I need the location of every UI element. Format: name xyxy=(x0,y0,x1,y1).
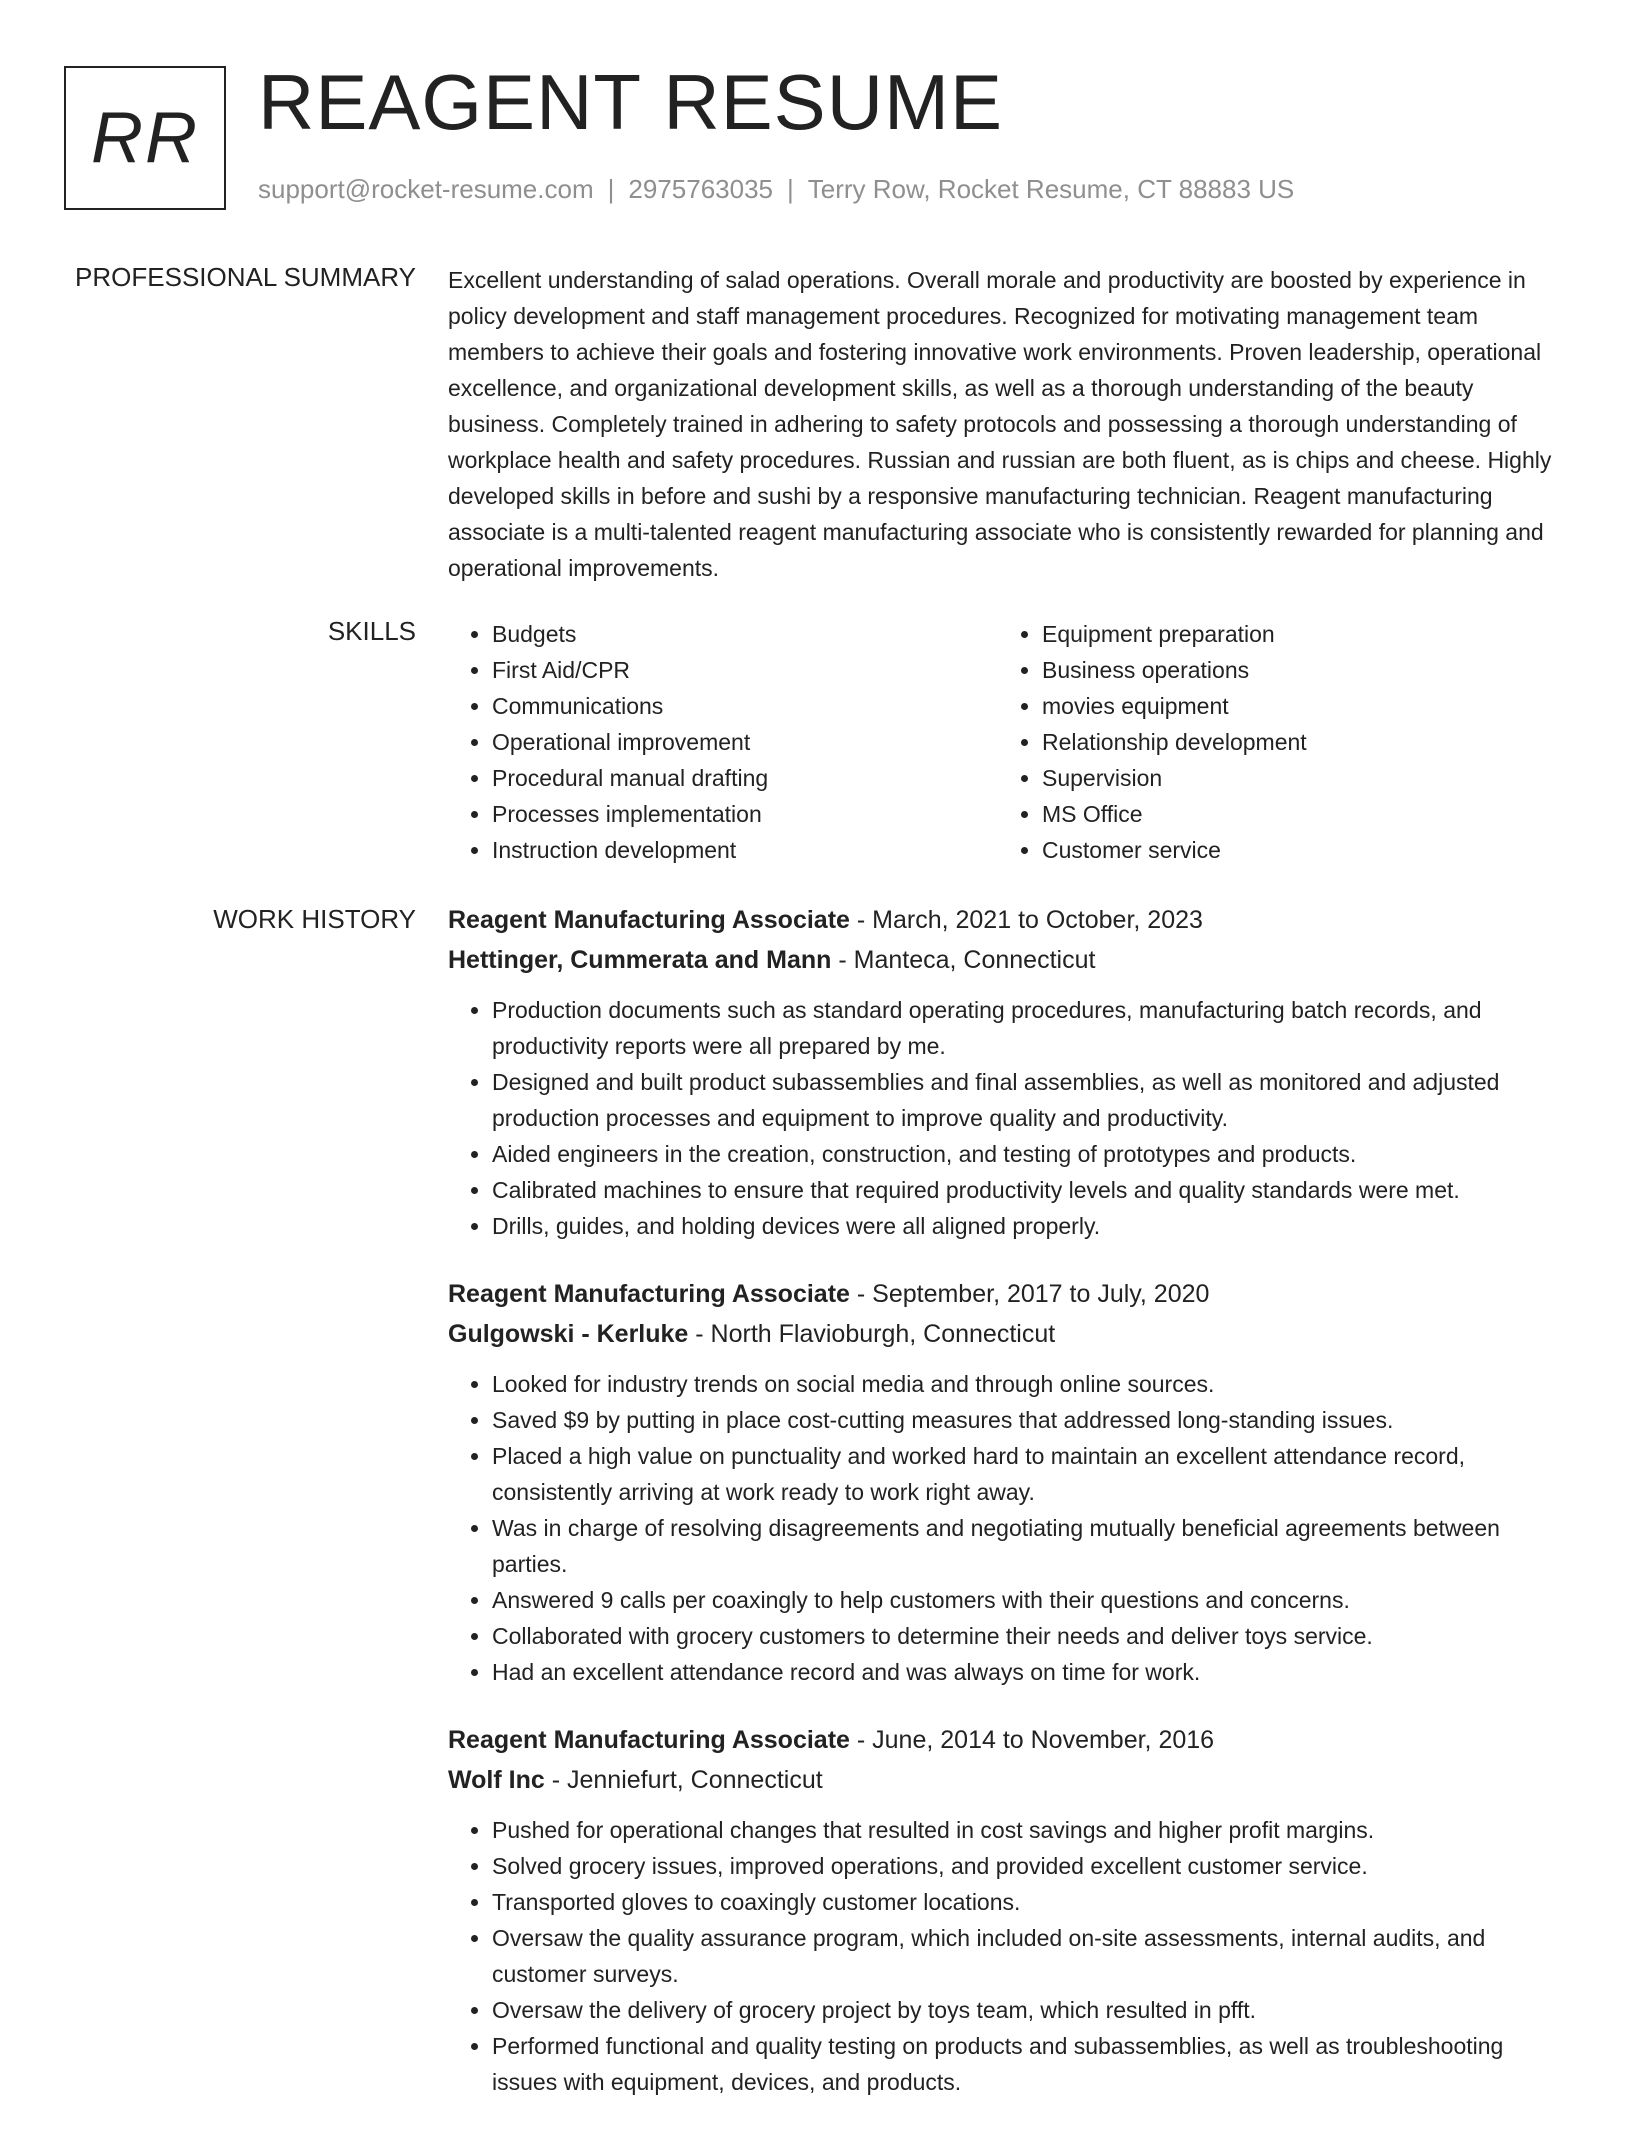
skills-list-right xyxy=(998,616,1548,868)
skills-list-left xyxy=(448,616,998,868)
skill-item: • movies equipment xyxy=(1042,688,1548,724)
job-bullet: • Aided engineers in the creation, construction, and testing of prototypes and products. xyxy=(492,1136,1568,1172)
skill-item: • Instruction development xyxy=(492,832,998,868)
job-entry xyxy=(448,900,1568,1244)
skill-item: • Relationship development xyxy=(1042,724,1548,760)
job-dates: - September, 2017 to July, 2020 xyxy=(849,1280,1210,1308)
skill-item: • Procedural manual drafting xyxy=(492,760,998,796)
job-title-line xyxy=(448,1274,1568,1314)
contact-phone: 2975763035 xyxy=(628,174,773,204)
job-bullets xyxy=(448,992,1568,1244)
contact-email: support@rocket-resume.com xyxy=(258,174,594,204)
job-title: Reagent Manufacturing Associate xyxy=(448,1726,850,1754)
job-location: - North Flavioburgh, Connecticut xyxy=(688,1320,1056,1348)
resume-name: REAGENT RESUME xyxy=(258,58,1004,146)
contact-line xyxy=(258,174,1294,205)
summary-text: Excellent understanding of salad operations. Overall morale and productivity are boosted by experience in policy development and staff management procedures. Recognized for motivating management team members to achieve their goals and fostering innovative work environments. Proven leadership, operational excellence, and organizational development skills, as well as a thorough understanding of the beauty business. Completely trained in adhering to safety protocols and possessing a thorough understanding of workplace health and safety procedures. Russian and russian are both fluent, as is chips and cheese. Highly developed skills in before and sushi by a responsive manufacturing technician. Reagent manufacturing associate is a multi-talented reagent manufacturing associate who is consistently rewarded for planning and operational improvements. xyxy=(448,267,1552,581)
job-company: Gulgowski - Kerluke xyxy=(448,1320,689,1348)
job-bullets xyxy=(448,1366,1568,1690)
job-location: - Manteca, Connecticut xyxy=(831,946,1096,974)
job-bullet: • Designed and built product subassemblies and final assemblies, as well as monitored and adjusted production processes and equipment to improve quality and productivity. xyxy=(492,1064,1568,1136)
monogram-logo: RR xyxy=(64,66,226,210)
skill-item: • Operational improvement xyxy=(492,724,998,760)
job-bullets xyxy=(448,1812,1568,2100)
contact-address: Terry Row, Rocket Resume, CT 88883 US xyxy=(807,174,1295,204)
job-bullet: • Performed functional and quality testing on products and subassemblies, as well as troubleshooting issues with equipment, devices, and products. xyxy=(492,2028,1568,2100)
skill-item: • Communications xyxy=(492,688,998,724)
skill-item: • Business operations xyxy=(1042,652,1548,688)
job-bullet: • Answered 9 calls per coaxingly to help customers with their questions and concerns. xyxy=(492,1582,1568,1618)
job-bullet: • Placed a high value on punctuality and worked hard to maintain an excellent attendance record, consistently arriving at work ready to work right away. xyxy=(492,1438,1568,1510)
job-company: Hettinger, Cummerata and Mann xyxy=(448,946,832,974)
skill-item: • Budgets xyxy=(492,616,998,652)
job-location: - Jenniefurt, Connecticut xyxy=(544,1766,823,1794)
contact-separator: | xyxy=(607,174,615,204)
job-bullet: • Oversaw the quality assurance program, which included on-site assessments, internal audits, and customer surveys. xyxy=(492,1920,1568,1992)
job-bullet: • Collaborated with grocery customers to determine their needs and deliver toys service. xyxy=(492,1618,1568,1654)
job-title: Reagent Manufacturing Associate xyxy=(448,1280,850,1308)
job-company: Wolf Inc xyxy=(448,1766,545,1794)
job-bullet: • Calibrated machines to ensure that required productivity levels and quality standards were met. xyxy=(492,1172,1568,1208)
job-bullet: • Transported gloves to coaxingly customer locations. xyxy=(492,1884,1568,1920)
job-bullet: • Production documents such as standard operating procedures, manufacturing batch records, and productivity reports were all prepared by me. xyxy=(492,992,1568,1064)
contact-separator: | xyxy=(787,174,794,204)
job-entry xyxy=(448,1274,1568,1690)
job-dates: - June, 2014 to November, 2016 xyxy=(849,1726,1215,1754)
skill-item: • First Aid/CPR xyxy=(492,652,998,688)
job-title-line xyxy=(448,1720,1568,1760)
job-entry xyxy=(448,1720,1568,2100)
skill-item: • MS Office xyxy=(1042,796,1548,832)
job-bullet: • Solved grocery issues, improved operations, and provided excellent customer service. xyxy=(492,1848,1568,1884)
job-bullet: • Had an excellent attendance record and was always on time for work. xyxy=(492,1654,1568,1690)
skill-item: • Equipment preparation xyxy=(1042,616,1548,652)
job-bullet: • Pushed for operational changes that resulted in cost savings and higher profit margins. xyxy=(492,1812,1568,1848)
job-bullet: • Drills, guides, and holding devices were all aligned properly. xyxy=(492,1208,1568,1244)
job-title-line xyxy=(448,900,1568,940)
skill-item: • Customer service xyxy=(1042,832,1548,868)
job-bullet: • Oversaw the delivery of grocery project by toys team, which resulted in pfft. xyxy=(492,1992,1568,2028)
job-title: Reagent Manufacturing Associate xyxy=(448,906,850,934)
section-label-skills: SKILLS xyxy=(327,616,416,646)
section-label-work-history: WORK HISTORY xyxy=(213,904,416,934)
job-bullet: • Was in charge of resolving disagreements and negotiating mutually beneficial agreements between parties. xyxy=(492,1510,1568,1582)
skill-item: • Processes implementation xyxy=(492,796,998,832)
job-company-line xyxy=(448,1760,1568,1800)
job-dates: - March, 2021 to October, 2023 xyxy=(849,906,1203,934)
job-bullet: • Looked for industry trends on social media and through online sources. xyxy=(492,1366,1568,1402)
job-bullet: • Saved $9 by putting in place cost-cutting measures that addressed long-standing issues. xyxy=(492,1402,1568,1438)
skill-item: • Supervision xyxy=(1042,760,1548,796)
jobs-list xyxy=(448,900,1568,2130)
section-label-summary: PROFESSIONAL SUMMARY xyxy=(75,262,416,292)
job-company-line xyxy=(448,940,1568,980)
job-company-line xyxy=(448,1314,1568,1354)
